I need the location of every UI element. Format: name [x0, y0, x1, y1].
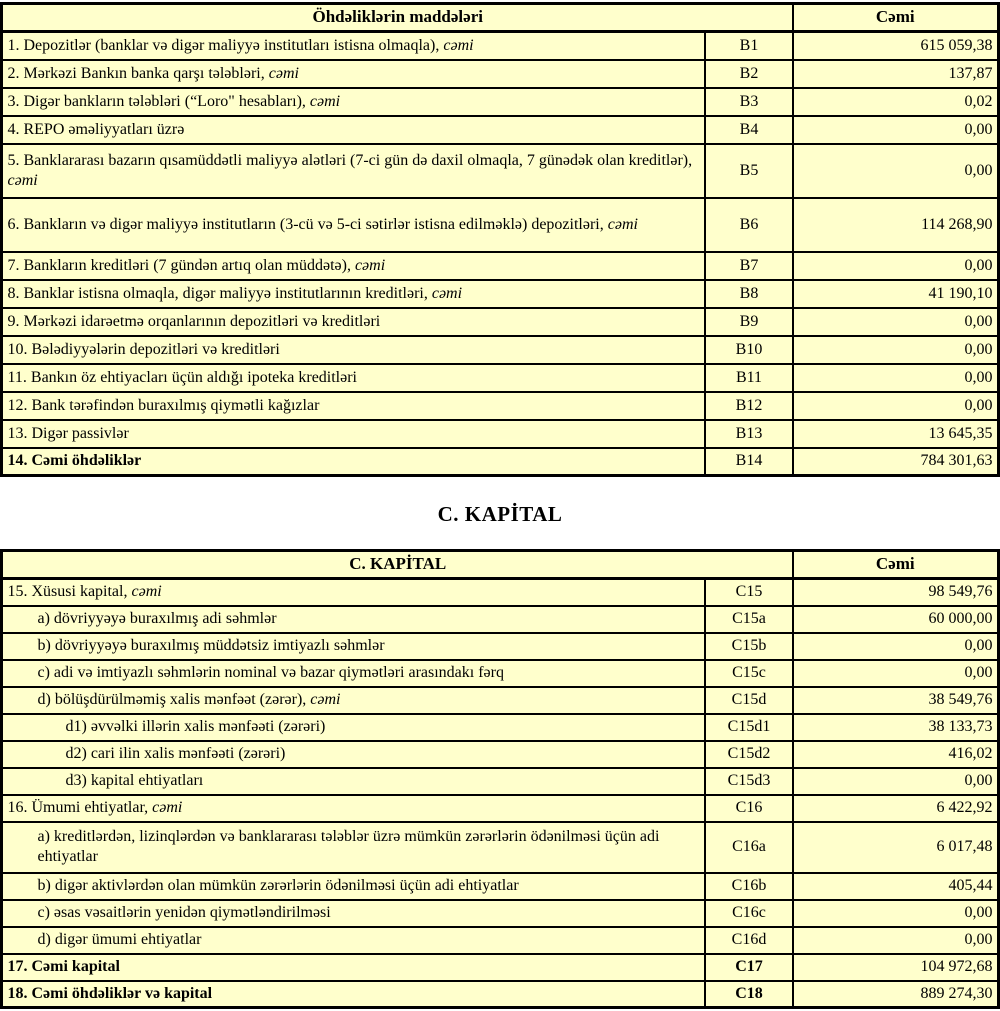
row-code: C15	[705, 579, 793, 606]
row-code: C15a	[705, 606, 793, 633]
table-row	[2, 687, 998, 714]
row-value: 0,00	[793, 308, 998, 336]
table-row	[2, 144, 998, 198]
table-row	[2, 660, 998, 687]
row-value: 0,00	[793, 927, 998, 954]
row-code: B9	[705, 308, 793, 336]
table-row	[2, 252, 998, 280]
row-value: 60 000,00	[793, 606, 998, 633]
row-code: B12	[705, 392, 793, 420]
row-label: 14. Cəmi öhdəliklər	[7, 452, 142, 470]
row-label: d) digər ümumi ehtiyatlar	[37, 931, 202, 949]
row-label: b) digər aktivlərdən olan mümkün zərərlərin ödənilməsi üçün adi ehtiyatlar	[37, 877, 519, 895]
table-row-total-capital	[2, 954, 998, 981]
table-row	[2, 60, 998, 88]
row-value: 889 274,30	[793, 981, 998, 1008]
table-row	[2, 741, 998, 768]
row-label: 1. Depozitlər (banklar və digər maliyyə institutları istisna olmaqla),	[7, 36, 444, 54]
table-row	[2, 900, 998, 927]
column-header-total: Cəmi	[793, 4, 998, 32]
row-code: B3	[705, 88, 793, 116]
row-label: 7. Bankların kreditləri (7 gündən artıq olan müddətə),	[7, 256, 355, 274]
row-value: 38 549,76	[793, 687, 998, 714]
column-header-items: C. KAPİTAL	[2, 551, 793, 579]
row-label: c) əsas vəsaitlərin yenidən qiymətləndirilməsi	[37, 904, 331, 922]
table-row	[2, 714, 998, 741]
table-row	[2, 308, 998, 336]
liabilities-table	[0, 2, 999, 477]
row-label: d) bölüşdürülməmiş xalis mənfəət (zərər),	[37, 691, 311, 709]
table-row	[2, 32, 998, 60]
financial-report-sheet	[0, 2, 1000, 1009]
row-label: 17. Cəmi kapital	[7, 958, 120, 976]
capital-table	[0, 549, 999, 1009]
table-row	[2, 606, 998, 633]
row-value: 0,00	[793, 392, 998, 420]
table-row	[2, 392, 998, 420]
row-value: 0,00	[793, 252, 998, 280]
row-value: 0,00	[793, 144, 998, 198]
row-value: 0,02	[793, 88, 998, 116]
row-value: 6 422,92	[793, 795, 998, 822]
row-label: 3. Digər bankların tələbləri (“Loro" hesabları),	[7, 92, 310, 110]
row-code: C16b	[705, 873, 793, 900]
row-value: 784 301,63	[793, 448, 998, 476]
row-label-italic: cəmi	[131, 583, 162, 601]
row-value: 0,00	[793, 364, 998, 392]
capital-header-row	[2, 551, 998, 579]
row-code: B13	[705, 420, 793, 448]
row-label-italic: cəmi	[443, 36, 474, 54]
row-value: 0,00	[793, 660, 998, 687]
table-row	[2, 198, 998, 252]
row-code: C16c	[705, 900, 793, 927]
row-code: B1	[705, 32, 793, 60]
row-value: 38 133,73	[793, 714, 998, 741]
row-label: 9. Mərkəzi idarəetmə orqanlarının depozitləri və kreditləri	[7, 312, 381, 330]
row-value: 0,00	[793, 116, 998, 144]
row-label: 6. Bankların və digər maliyyə institutların (3-cü və 5-ci sətirlər istisna edilməklə) depozitləri,	[7, 215, 608, 233]
table-row	[2, 927, 998, 954]
row-code: C16d	[705, 927, 793, 954]
row-label: 15. Xüsusi kapital,	[7, 583, 132, 601]
row-code: B4	[705, 116, 793, 144]
table-row-total-liabilities-and-capital	[2, 981, 998, 1008]
row-value: 6 017,48	[793, 822, 998, 873]
row-code: B6	[705, 198, 793, 252]
row-value: 405,44	[793, 873, 998, 900]
row-label: d3) kapital ehtiyatları	[65, 772, 204, 790]
row-code: B14	[705, 448, 793, 476]
row-code: B8	[705, 280, 793, 308]
row-value: 41 190,10	[793, 280, 998, 308]
row-code: B10	[705, 336, 793, 364]
row-label-italic: cəmi	[152, 799, 183, 817]
table-row	[2, 633, 998, 660]
row-value: 0,00	[793, 768, 998, 795]
table-row	[2, 795, 998, 822]
row-label: 13. Digər passivlər	[7, 424, 129, 442]
row-label-italic: cəmi	[607, 215, 638, 233]
table-row	[2, 280, 998, 308]
row-code: C18	[705, 981, 793, 1008]
row-label-italic: cəmi	[7, 171, 38, 189]
column-header-total: Cəmi	[793, 551, 998, 579]
row-code: C15d2	[705, 741, 793, 768]
table-row	[2, 116, 998, 144]
row-label: 16. Ümumi ehtiyatlar,	[7, 799, 153, 817]
row-code: C16	[705, 795, 793, 822]
table-row-total-liabilities	[2, 448, 998, 476]
table-row	[2, 768, 998, 795]
row-code: B7	[705, 252, 793, 280]
row-label-italic: cəmi	[268, 64, 299, 82]
row-code: C15d	[705, 687, 793, 714]
row-code: C16a	[705, 822, 793, 873]
row-code: C15c	[705, 660, 793, 687]
row-code: C17	[705, 954, 793, 981]
row-label: 12. Bank tərəfindən buraxılmış qiymətli kağızlar	[7, 396, 320, 414]
row-label-italic: cəmi	[309, 92, 341, 110]
row-code: C15b	[705, 633, 793, 660]
row-label: 18. Cəmi öhdəliklər və kapital	[7, 984, 213, 1002]
row-code: C15d1	[705, 714, 793, 741]
row-code: B5	[705, 144, 793, 198]
row-value: 98 549,76	[793, 579, 998, 606]
table-row	[2, 822, 998, 873]
row-value: 114 268,90	[793, 198, 998, 252]
row-value: 615 059,38	[793, 32, 998, 60]
row-value: 0,00	[793, 336, 998, 364]
row-value: 0,00	[793, 633, 998, 660]
row-label: a) kreditlərdən, lizinqlərdən və banklararası tələblər üzrə mümkün zərərlərin ödənilməsi üçün adi ehtiyatlar	[37, 828, 660, 865]
row-value: 104 972,68	[793, 954, 998, 981]
row-label: 10. Bələdiyyələrin depozitləri və kreditləri	[7, 340, 280, 358]
row-value: 0,00	[793, 900, 998, 927]
row-value: 13 645,35	[793, 420, 998, 448]
row-label: 4. REPO əməliyyatları üzrə	[7, 120, 185, 138]
table-row	[2, 420, 998, 448]
row-label: 2. Mərkəzi Bankın banka qarşı tələbləri,	[7, 64, 269, 82]
table-row	[2, 336, 998, 364]
row-code: B2	[705, 60, 793, 88]
table-row	[2, 364, 998, 392]
liabilities-header-row	[2, 4, 998, 32]
row-code: C15d3	[705, 768, 793, 795]
row-label: d1) əvvəlki illərin xalis mənfəəti (zərəri)	[65, 718, 326, 736]
row-label: c) adi və imtiyazlı səhmlərin nominal və bazar qiymətləri arasındakı fərq	[37, 664, 504, 682]
row-label: a) dövriyyəyə buraxılmış adi səhmlər	[37, 610, 277, 628]
column-header-items: Öhdəliklərin maddələri	[2, 4, 793, 32]
row-label: 11. Bankın öz ehtiyacları üçün aldığı ipoteka kreditləri	[7, 368, 357, 386]
row-label-italic: cəmi	[310, 691, 341, 709]
row-value: 416,02	[793, 741, 998, 768]
row-label: b) dövriyyəyə buraxılmış müddətsiz imtiyazlı səhmlər	[37, 637, 385, 655]
section-title: C. KAPİTAL	[437, 502, 563, 526]
table-row	[2, 873, 998, 900]
row-label-italic: cəmi	[354, 256, 386, 274]
row-value: 137,87	[793, 60, 998, 88]
row-label-italic: cəmi	[431, 284, 463, 302]
table-row	[2, 88, 998, 116]
row-label: d2) cari ilin xalis mənfəəti (zərəri)	[65, 745, 286, 763]
row-code: B11	[705, 364, 793, 392]
table-row	[2, 579, 998, 606]
row-label: 8. Banklar istisna olmaqla, digər maliyyə institutlarının kreditləri,	[7, 284, 432, 302]
row-label: 5. Banklararası bazarın qısamüddətli maliyyə alətləri (7-ci gün də daxil olmaqla, 7 günədək olan kreditlər),	[7, 151, 693, 169]
